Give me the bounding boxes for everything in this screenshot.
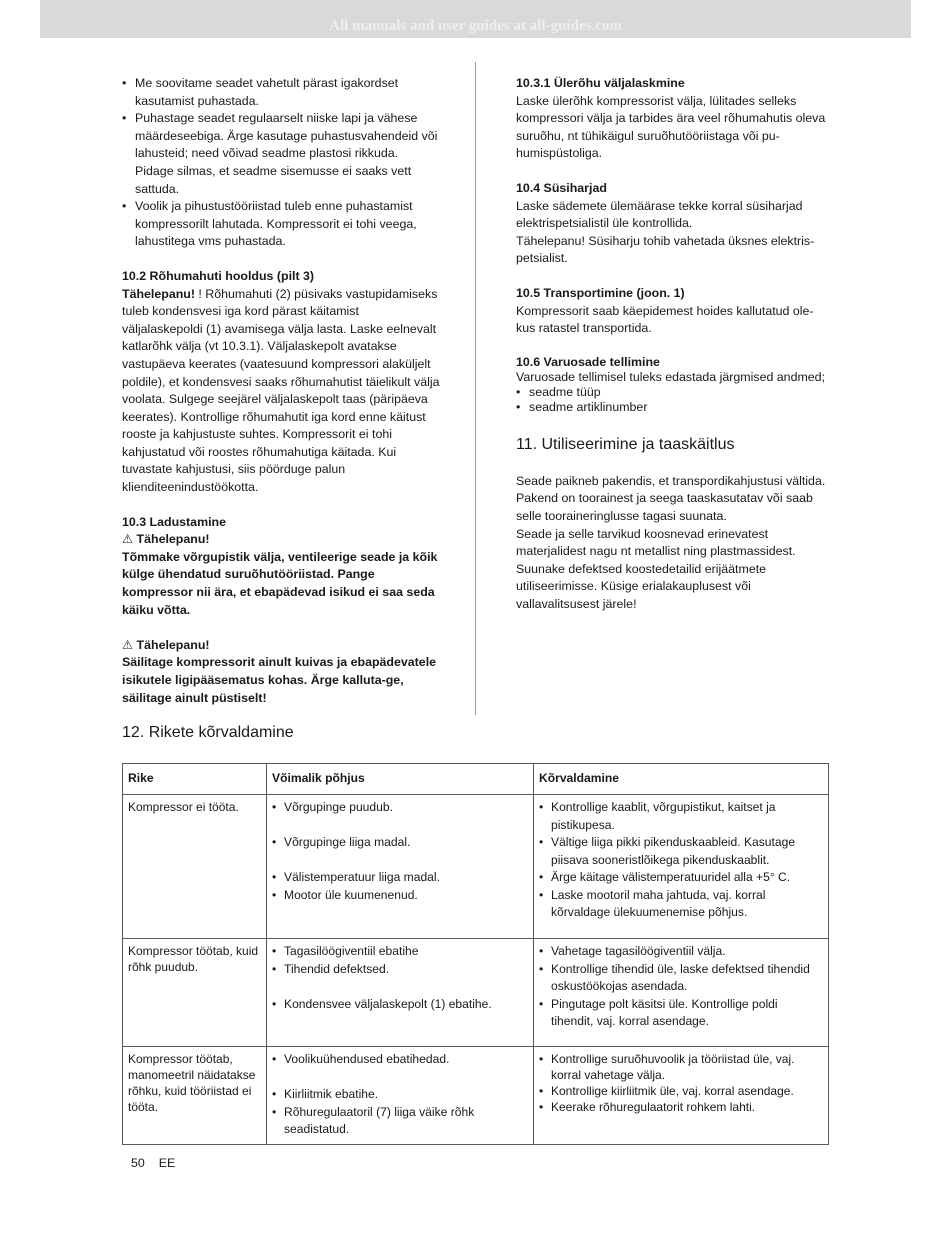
fault-cell: Kompressor töötab, manomeetril näidatakse rõhku, kuid tööriistad ei tööta. — [123, 1047, 267, 1145]
column-header: Rike — [123, 764, 267, 795]
section-text: Kompressorit saab käepidemest hoides kallutatud ole-kus ratastel transportida. — [516, 303, 814, 336]
list-item: • Kontrollige kaablit, võrgupistikut, kaitset ja pistikupesa. — [539, 799, 823, 834]
language-code: EE — [158, 1156, 176, 1170]
section-heading: 10.4 Süsiharjad — [516, 180, 607, 195]
list-item: • seadme tüüp — [516, 385, 832, 400]
list-item: • Tagasilöögiventiil ebatihe — [272, 943, 528, 961]
list-item: • Kondensvee väljalaskepolt (1) ebatihe. — [272, 996, 528, 1014]
page-number: 50 — [131, 1156, 145, 1170]
list-item: • Vahetage tagasilöögiventiil välja. — [539, 943, 823, 961]
section-text: Laske ülerõhk kompressorist välja, lülitades selleks kompressori välja ja tarbides ära veel rõhumahutis oleva suruõhu, nt tühikäigul suruõhutööriistaga või pu-humispüstoliga. — [516, 93, 826, 161]
list-item: • Laske mootoril maha jahtuda, vaj. korral kõrvaldage ülekuumenemise põhjus. — [539, 887, 823, 922]
section-heading: 10.2 Rõhumahuti hooldus (pilt 3) — [122, 268, 315, 283]
cleaning-list — [122, 75, 440, 251]
troubleshooting-table — [122, 763, 829, 1145]
list-item: • Voolikuühendused ebatihedad. — [272, 1051, 528, 1069]
cause-cell — [267, 939, 534, 1047]
column-divider — [475, 62, 476, 715]
list-item: • Kontrollige suruõhuvoolik ja tööriistad üle, vaj. korral vahetage välja. — [539, 1051, 823, 1083]
spare-parts-list — [516, 385, 832, 415]
section-10-5 — [516, 285, 832, 338]
chapter-heading: 11. Utiliseerimine ja taaskäitlus — [516, 435, 735, 453]
section-heading: 10.3 Ladustamine — [122, 514, 226, 529]
list-item: • Kontrollige tihendid üle, laske defektsed tihendid oskustöökojas asendada. — [539, 961, 823, 996]
warning-text: Säilitage kompressorit ainult kuivas ja ebapädevatele isikutele ligipääsematus kohas. Ärge kalluta-ge, säilitage ainult püstiselt! — [122, 655, 437, 705]
list-item: • Voolik ja pihustustööriistad tuleb enne puhastamist kompressorilt lahutada. Kompressorit ei tohi veega, lahustitega vms puhastada. — [122, 198, 440, 251]
list-item: • Vältige liiga pikki pikenduskaableid. Kasutage piisava sooneristlõikega pikenduskaablit. — [539, 834, 823, 869]
list-item: • Mootor üle kuumenenud. — [272, 887, 528, 905]
section-text: ! Rõhumahuti (2) püsivaks vastupidamiseks tuleb kondensvesi iga kord pärast käitamist väljalaskepoldi (1) avamisega välja lasta. Laske eelnevalt katlarõhk välja (vt 10.3.1). Väljalaskepolt avatakse vastupäeva keerates (vaatesuund kompressori alaküljelt poldile), et kondensvesi saaks rõhumahutist täielikult välja voolata. Sulgege seejärel väljalaskepolt taas (päripäeva keerates). Kontrollige rõhumahutit iga kord enne käitust rooste ja kahjustuste suhtes. Kompressorit ei tohi kahjustatud või roostes rõhumahutiga käitada. Kui tuvastate kahjustusi, siis pöörduge palun klienditeenindustöökotta. — [122, 286, 440, 495]
warning-label: Tähelepanu! — [122, 286, 195, 301]
list-item: • Rõhuregulaatoril (7) liiga väike rõhk seadistatud. — [272, 1104, 528, 1139]
list-item: • Pingutage polt käsitsi üle. Kontrollige poldi tihendit, vaj. korral asendage. — [539, 996, 823, 1031]
cause-cell — [267, 1047, 534, 1145]
warning-label: ⚠ Tähelepanu! — [122, 532, 210, 547]
section-10-2 — [122, 268, 440, 497]
section-text: Laske sädemete ülemäärase tekke korral süsiharjad elektrispetsialistil üle kontrollida. — [516, 198, 803, 231]
section-text: Seade paikneb pakendis, et transpordikahjustusi vältida. Pakend on toorainest ja seega taaskasutatav või saab selle tooraineringlusse tagasi suunata. — [516, 473, 826, 523]
left-column — [122, 75, 440, 707]
cause-cell — [267, 795, 534, 939]
section-heading: 10.5 Transportimine (joon. 1) — [516, 285, 685, 300]
section-heading: 10.3.1 Ülerõhu väljalaskmine — [516, 76, 685, 90]
list-item: • Puhastage seadet regulaarselt niiske lapi ja vähese määrdeseebiga. Ärge kasutage puhastusvahendeid või lahusteid; need võivad seadme plastosi rikkuda. Pidage silmas, et seadme sisemusse ei saaks vett sattuda. — [122, 110, 440, 198]
list-item: • Kontrollige kiirliitmik üle, vaj. korral asendage. — [539, 1083, 823, 1099]
section-text: Tähelepanu! Süsiharju tohib vahetada üksnes elektris-petsialist. — [516, 233, 815, 266]
remedy-cell — [534, 1047, 829, 1145]
list-item: • Tihendid defektsed. — [272, 961, 528, 979]
section-10-6 — [516, 355, 832, 415]
section-10-4 — [516, 180, 832, 268]
section-text: Seade ja selle tarvikud koosnevad erinevatest materjalidest nagu nt metallist ning plastmassidest. Suunake defektsed koostedetailid erijäätmete utiliseerimisse. Küsige erialakauplusest või vallavalitsusest järele! — [516, 526, 796, 611]
chapter-heading: 12. Rikete kõrvaldamine — [122, 724, 294, 741]
list-item: • Keerake rõhuregulaatorit rohkem lahti. — [539, 1099, 823, 1115]
list-item: • Kiirliitmik ebatihe. — [272, 1086, 528, 1104]
section-heading: 10.6 Varuosade tellimine — [516, 354, 660, 369]
fault-cell: Kompressor ei tööta. — [123, 795, 267, 939]
right-column — [516, 75, 832, 613]
page-footer — [131, 1156, 189, 1170]
warning-text: Tõmmake võrgupistik välja, ventileerige seade ja kõik külge ühendatud suruõhutööriistad. Pange kompressor nii ära, et ebapädevad isikud ei saa seda käiku võtta. — [122, 549, 438, 617]
table-header-row — [123, 764, 829, 795]
section-10-3-1 — [516, 75, 832, 163]
list-item: • Võrgupinge liiga madal. — [272, 834, 528, 852]
section-11 — [516, 435, 832, 614]
column-header: Kõrvaldamine — [534, 764, 829, 795]
list-item: • Ärge käitage välistemperatuuridel alla +5° C. — [539, 869, 823, 887]
remedy-cell — [534, 795, 829, 939]
section-body — [122, 286, 440, 497]
table-row — [123, 1047, 829, 1145]
section-text: Varuosade tellimisel tuleks edastada järgmised andmed; — [516, 369, 826, 384]
watermark-banner: All manuals and user guides at all-guides.com — [40, 0, 911, 38]
list-item: • Võrgupinge puudub. — [272, 799, 528, 817]
column-header: Võimalik põhjus — [267, 764, 534, 795]
table-row — [123, 939, 829, 1047]
list-item: • Välistemperatuur liiga madal. — [272, 869, 528, 887]
remedy-cell — [534, 939, 829, 1047]
list-item: • Me soovitame seadet vahetult pärast igakordset kasutamist puhastada. — [122, 75, 440, 110]
table-row — [123, 795, 829, 939]
section-10-3 — [122, 514, 440, 708]
list-item: • seadme artiklinumber — [516, 400, 832, 415]
warning-label: ⚠ Tähelepanu! — [122, 637, 210, 652]
fault-cell: Kompressor töötab, kuid rõhk puudub. — [123, 939, 267, 1047]
